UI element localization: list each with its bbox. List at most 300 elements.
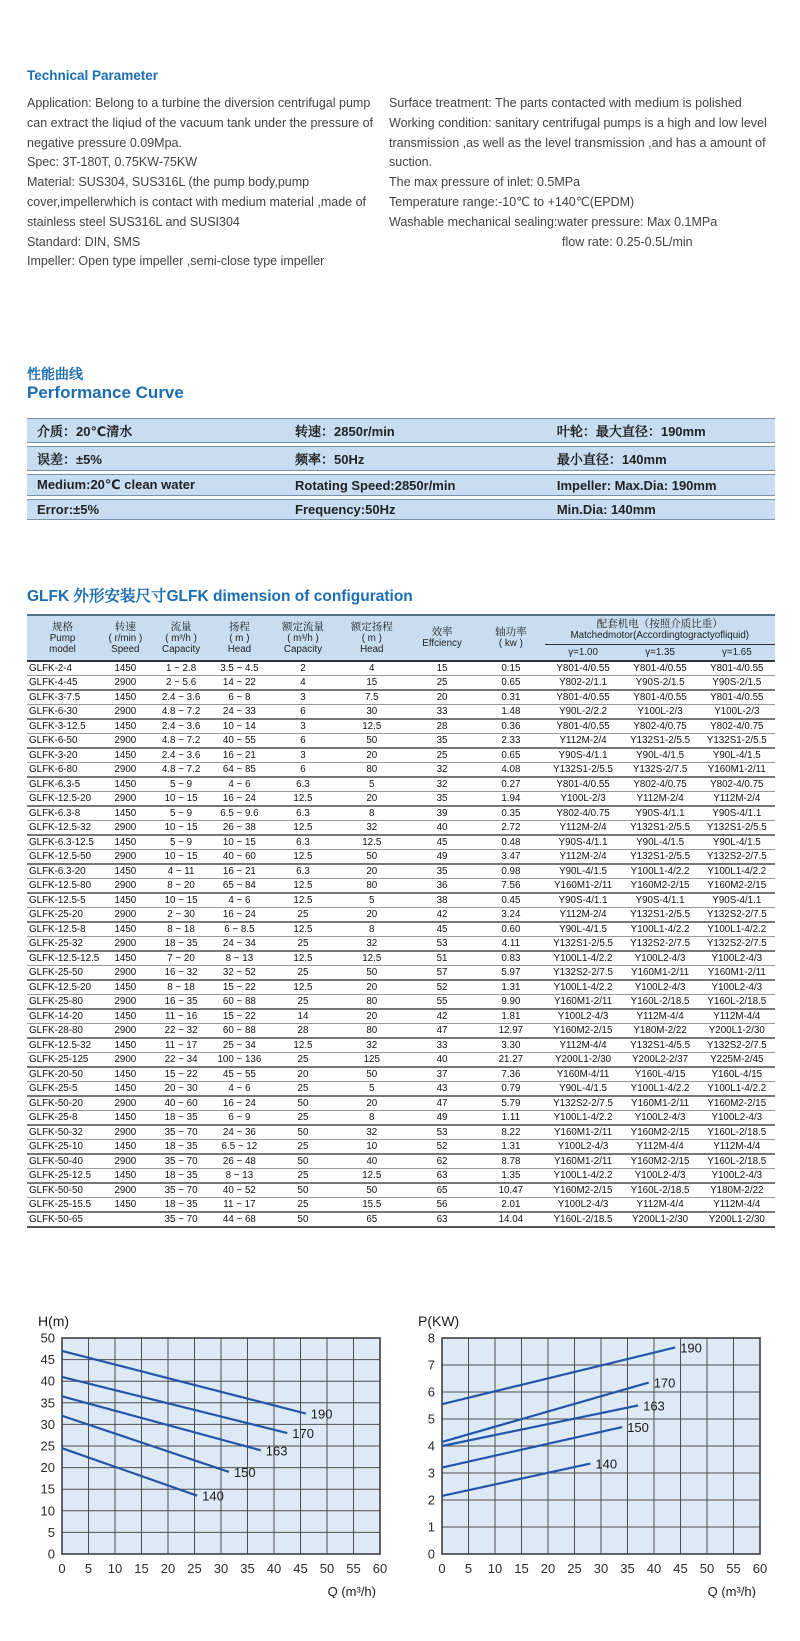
table-cell: Y132S2-2/7.5 [553,1098,613,1109]
table-cell: Y100L2-4/3 [557,1199,609,1210]
x-tick-label: 55 [346,1561,361,1576]
table-row [27,951,775,966]
table-cell: 1450 [114,924,137,935]
table-cell: 3.47 [501,851,521,862]
column-header [407,615,477,661]
table-cell: 12.5 [293,822,313,833]
column-header-line: ( kw ) [498,638,523,650]
table-cell: 0.36 [501,721,521,732]
table-cell: 1450 [114,1112,137,1123]
table-cell: 2900 [114,764,137,775]
table-cell: 45 [436,924,448,935]
table-cell: 4.8 ~ 7.2 [161,706,201,717]
table-row [27,1053,775,1068]
table-cell: Y200L1-2/30 [708,1214,765,1225]
curve-label-140: 140 [595,1456,618,1472]
table-cell: 32 [436,779,448,790]
table-cell: 0.79 [501,1083,521,1094]
table-cell: 2900 [114,735,137,746]
table-cell: GLFK-50-65 [29,1214,83,1225]
table-cell: 14 ~ 22 [222,677,256,688]
table-cell: 2 [300,663,306,674]
table-cell: GLFK-12.5-32 [29,822,92,833]
table-cell: 55 [436,996,448,1007]
table-cell: 35 ~ 70 [164,1156,198,1167]
curve-label-170: 170 [653,1375,676,1391]
table-cell: GLFK-12.5-80 [29,880,92,891]
table-cell: Y160L-4/15 [711,1069,763,1080]
table-cell: 62 [436,1156,448,1167]
table-row [27,1212,775,1227]
table-cell: GLFK-12.5-8 [29,924,86,935]
table-cell: 14 [297,1011,309,1022]
table-cell: 0.65 [501,677,521,688]
table-cell: Y100L1-4/2.2 [553,1112,613,1123]
motor-group-title-zh: 配套机电（按照介质比重） [596,618,723,630]
table-row [27,705,775,720]
table-cell: 18 ~ 35 [164,1170,198,1181]
table-cell: Y112M-4/4 [713,1199,761,1210]
table-cell: 2900 [114,996,137,1007]
x-tick-label: 30 [213,1561,229,1576]
table-cell: 8.78 [501,1156,521,1167]
table-cell: 10 ~ 15 [164,895,198,906]
table-cell: Y100L2-4/3 [711,1170,763,1181]
column-header-line: 扬程 [228,620,250,633]
table-cell: 1450 [114,837,137,848]
table-cell: 42 [436,909,448,920]
table-cell: 25 [436,750,448,761]
table-cell: 35 [436,793,448,804]
table-cell: 15 ~ 22 [164,1069,198,1080]
table-cell: Y112M-4/4 [636,1199,684,1210]
table-cell: GLFK-50-40 [29,1156,83,1167]
param-line: Application: Belong to a turbine the diversion centrifugal pump can extract the liqiud of the vacuum tank under the pressure of negative pressure 0.09Mpa. [27,96,374,150]
table-cell: GLFK-6-30 [29,706,78,717]
table-cell: Y180M-2/22 [710,1185,764,1196]
table-cell: 6 ~ 8 [228,692,251,703]
x-tick-label: 60 [372,1561,388,1576]
y-tick-label: 3 [427,1465,435,1481]
table-cell: Y112M-2/4 [636,793,684,804]
table-cell: 1450 [114,953,137,964]
table-cell: Y132S2-2/7.5 [630,938,691,949]
table-cell: 2900 [114,1156,137,1167]
column-header-line: Pump [49,632,76,644]
table-cell: 2900 [114,938,137,949]
table-row [27,995,775,1010]
table-cell: 4 [300,677,306,688]
table-cell: 0.65 [501,750,521,761]
table-cell: Y132S1-2/5.5 [630,851,691,862]
table-cell: GLFK-6.3-20 [29,866,86,877]
table-cell: GLFK-14-20 [29,1011,83,1022]
table-cell: Y100L1-4/2.2 [707,1083,767,1094]
table-cell: 8.22 [501,1127,521,1138]
x-tick-label: 50 [699,1561,715,1576]
column-header [209,615,269,661]
table-cell: Y160M1-2/11 [631,967,690,978]
y-tick-label: 35 [40,1395,55,1411]
table-cell: Y200L2-2/37 [632,1054,689,1065]
table-row [27,980,775,995]
table-cell: GLFK-3-20 [29,750,78,761]
table-cell: 8 ~ 20 [167,880,195,891]
table-cell: 18 ~ 35 [164,1112,198,1123]
y-tick-label: 6 [427,1384,435,1400]
table-cell: 25 [297,1054,309,1065]
table-cell: 1.31 [501,1141,521,1152]
column-header-line: ( m ) [361,632,382,644]
table-cell: 11 ~ 16 [164,1011,198,1022]
table-cell: 12.5 [293,924,313,935]
table-cell: 18 ~ 35 [164,938,198,949]
table-cell: 10 ~ 15 [164,793,198,804]
y-tick-label: 0 [427,1546,435,1562]
table-cell: Y100L2-4/3 [634,953,686,964]
performance-cell: 最小直径：140mm [547,446,775,471]
table-cell: GLFK-25-20 [29,909,83,920]
table-cell: GLFK-25-8 [29,1112,78,1123]
table-cell: 3.5 ~ 4.5 [220,663,259,674]
table-cell: Y132S2-2/7.5 [706,1040,767,1051]
table-cell: Y90L-4/1.5 [636,837,685,848]
table-cell: Y100L2-4/3 [557,1011,609,1022]
table-cell: 4 ~ 6 [228,895,251,906]
column-header-line: ( m³/h ) [287,632,319,644]
table-cell: 0.15 [501,663,521,674]
table-cell: 63 [436,1170,448,1181]
table-cell: 16 ~ 24 [222,909,256,920]
table-cell: 50 [366,967,378,978]
y-axis-title: P(KW) [418,1313,460,1329]
table-cell: 10 [366,1141,378,1152]
table-cell: Y132S2-2/7.5 [706,938,767,949]
y-tick-label: 8 [427,1330,435,1346]
table-cell: 2900 [114,1098,137,1109]
table-cell: 2 ~ 5.6 [165,677,197,688]
table-cell: 10 ~ 14 [222,721,256,732]
table-cell: Y160M1-2/11 [554,880,613,891]
table-cell: Y90S-4/1.1 [635,895,685,906]
column-header [153,615,210,661]
table-cell: GLFK-12.5-32 [29,1040,92,1051]
table-cell: 8 ~ 13 [225,953,254,964]
table-cell: Y132S1-2/5.5 [553,938,613,949]
x-tick-label: 30 [593,1561,609,1576]
table-cell: 24 ~ 34 [222,938,256,949]
table-cell: Y100L1-4/2.2 [630,866,690,877]
curve-label-190: 190 [310,1406,333,1422]
table-cell: 4.8 ~ 7.2 [161,735,201,746]
table-cell: GLFK-3-12.5 [29,721,86,732]
param-line: Material: SUS304, SUS316L (the pump body,pump cover,impellerwhich is contact with medium material ,made of stainless steel SUS316L and SUSI304 [27,175,367,229]
performance-cell: Rotating Speed:2850r/min [285,474,547,496]
param-line: Spec: 3T-180T, 0.75KW-75KW [27,155,197,170]
table-cell: Y100L1-4/2.2 [553,953,613,964]
y-tick-label: 40 [40,1373,55,1389]
table-cell: GLFK-50-20 [29,1098,83,1109]
table-cell: Y180M-2/22 [633,1025,687,1036]
table-row [27,690,775,705]
power-flow-chart [396,1296,776,1603]
table-cell: 51 [436,953,448,964]
table-cell: 2900 [114,822,137,833]
table-cell: GLFK-25-32 [29,938,83,949]
table-cell: 6 ~ 8.5 [224,924,255,935]
table-cell: 25 [297,1170,309,1181]
table-cell: 2900 [114,880,137,891]
table-cell: 1.35 [501,1170,521,1181]
table-cell: 26 ~ 38 [222,822,256,833]
chart-svg [396,1296,776,1598]
table-cell: 5 [369,895,375,906]
table-cell: Y160M1-2/11 [631,1098,690,1109]
table-cell: 43 [436,1083,448,1094]
chart-svg [20,1296,392,1598]
param-line: Standard: DIN, SMS [27,234,141,249]
table-cell: 40 [366,1156,378,1167]
table-cell: 65 [436,1185,448,1196]
performance-row [27,499,775,520]
table-cell: 1450 [114,663,137,674]
table-cell: 6.3 [296,866,310,877]
table-cell: 80 [366,996,378,1007]
table-cell: 5.97 [501,967,521,978]
table-cell: Y160L-4/15 [634,1069,686,1080]
table-cell: 18 ~ 35 [164,1199,198,1210]
table-cell: Y160M1-2/11 [707,764,766,775]
column-header-line: 额定扬程 [350,620,393,633]
table-cell: 6 ~ 9 [228,1112,251,1123]
table-cell: Y90S-2/1.5 [635,677,685,688]
table-cell: 8 [369,808,375,819]
table-cell: 50 [366,851,378,862]
performance-cell: Frequency:50Hz [285,499,547,520]
tech-params-left-column [27,94,389,272]
x-tick-label: 25 [567,1561,582,1576]
table-cell: 57 [436,967,448,978]
table-cell: Y160M2-2/15 [630,1156,690,1167]
table-cell: Y90S-4/1.1 [712,808,762,819]
table-cell: Y802-2/1.1 [559,677,608,688]
column-header-line: ( m ) [229,632,250,644]
table-cell: 4.11 [501,938,521,949]
table-row [27,879,775,894]
table-cell: 1450 [114,1170,137,1181]
table-cell: 4 [369,663,375,674]
y-tick-label: 50 [40,1330,55,1346]
table-cell: 65 [366,1214,378,1225]
curve-label-163: 163 [265,1443,288,1459]
table-row [27,1198,775,1213]
table-cell: 20 ~ 30 [164,1083,198,1094]
table-cell: Y160L-2/18.5 [630,996,690,1007]
table-cell: 33 [436,1040,448,1051]
table-cell: 49 [436,851,448,862]
table-cell: 0.98 [501,866,521,877]
table-cell: Y200L1-2/30 [632,1214,689,1225]
column-header-line: model [49,644,76,655]
table-cell: GLFK-25-15.5 [29,1199,92,1210]
table-cell: 47 [436,1025,448,1036]
table-cell: 2 ~ 30 [167,909,195,920]
column-header-line: Speed [111,644,140,655]
performance-cell: 叶轮：最大直径：190mm [547,418,775,443]
table-cell: 22 ~ 32 [164,1025,198,1036]
table-cell: Y100L2-4/3 [634,1170,686,1181]
table-cell: GLFK-12.5-20 [29,793,92,804]
table-cell: GLFK-28-80 [29,1025,83,1036]
table-cell: 6.3 [296,837,310,848]
table-cell: 35 [436,866,448,877]
table-cell: 33 [436,706,448,717]
table-cell: 2900 [114,706,137,717]
table-cell: 1450 [114,721,137,732]
table-cell: 6.5 ~ 9.6 [220,808,259,819]
table-cell: Y112M-2/4 [559,909,607,920]
table-row [27,1111,775,1126]
table-cell: Y90L-4/1.5 [559,1083,608,1094]
table-cell: 0.31 [501,692,521,703]
table-cell: Y132S1-2/5.5 [630,822,691,833]
column-header-line: ( m³/h ) [165,632,197,644]
table-cell: 0.48 [501,837,521,848]
table-cell: Y801-4/0.55 [710,663,764,674]
x-tick-label: 20 [540,1561,556,1576]
performance-cell: 频率：50Hz [285,446,547,471]
table-cell: 40 [436,822,448,833]
x-tick-label: 0 [438,1561,446,1576]
table-cell: Y112M-4/4 [636,1011,684,1022]
table-cell: Y801-4/0.55 [556,779,610,790]
x-tick-label: 60 [752,1561,768,1576]
section-title-performance-curve-zh: 性能曲线 [27,366,83,382]
table-cell: 42 [436,1011,448,1022]
x-tick-label: 5 [84,1561,93,1576]
table-cell: Y100L1-4/2.2 [707,924,767,935]
table-cell: 3 [300,721,306,732]
table-cell: 50 [366,735,378,746]
table-row [27,1154,775,1169]
table-cell: 18 ~ 35 [164,1141,198,1152]
table-cell: GLFK-50-50 [29,1185,83,1196]
table-row [27,850,775,865]
table-cell: Y160M2-2/15 [630,1127,690,1138]
table-cell: 21.27 [498,1054,524,1065]
table-cell: 7.36 [501,1069,521,1080]
x-tick-label: 10 [107,1561,123,1576]
table-cell: 56 [436,1199,448,1210]
table-cell: GLFK-25-80 [29,996,83,1007]
x-tick-label: 25 [187,1561,202,1576]
x-tick-label: 35 [620,1561,635,1576]
table-cell: 40 ~ 55 [222,735,256,746]
table-cell: 36 [436,880,448,891]
motor-group-title-en: Matchedmotor(Accordingtogractyofliquid) [570,630,750,641]
table-cell: 25 [297,1112,309,1123]
table-cell: 20 [366,1011,378,1022]
table-cell: 1450 [114,866,137,877]
table-cell: Y132S2-2/7.5 [553,967,613,978]
table-cell: 8 ~ 18 [167,982,195,993]
table-cell: 32 [366,1040,378,1051]
table-cell: Y100L2-4/3 [634,1112,686,1123]
table-cell [98,1212,153,1227]
table-cell: 14.04 [498,1214,524,1225]
table-cell: Y132S1-2/5.5 [706,735,767,746]
table-cell: Y100L2-4/3 [711,1112,763,1123]
table-cell: 5 [369,1083,375,1094]
table-cell: 6 [300,706,306,717]
head-flow-chart [20,1296,392,1603]
table-cell: 12.5 [293,895,313,906]
column-header-line: Head [227,644,252,655]
x-tick-label: 0 [58,1561,66,1576]
table-cell: 20 [366,750,378,761]
table-cell: 38 [436,895,448,906]
column-header-line: 规格 [52,620,74,633]
table-cell: GLFK-6.3-5 [29,779,81,790]
table-cell: Y90L-4/1.5 [559,866,608,877]
table-cell: Y112M-4/4 [713,1011,761,1022]
table-cell: 2.72 [501,822,521,833]
table-cell: 16 ~ 21 [222,866,256,877]
table-cell: 32 [366,938,378,949]
y-tick-label: 0 [47,1546,55,1562]
table-cell: 1450 [114,692,137,703]
table-cell: Y132S2-2/7.5 [706,851,767,862]
table-cell: Y200L1-2/30 [708,1025,765,1036]
column-header-line: 转速 [114,620,136,633]
table-cell: Y160L-2/18.5 [707,1127,767,1138]
table-cell: 50 [297,1214,309,1225]
y-tick-label: 25 [40,1438,55,1454]
table-cell: 12.5 [293,793,313,804]
x-tick-label: 15 [514,1561,529,1576]
table-cell: 10 ~ 15 [222,837,256,848]
y-tick-label: 4 [427,1438,435,1454]
performance-cell: Medium:20℃ clean water [27,474,285,496]
table-cell: 1450 [114,1040,137,1051]
table-cell: 16 ~ 35 [164,996,198,1007]
column-header-line: Effciency [422,638,462,650]
table-cell: 5 ~ 9 [170,808,193,819]
y-tick-label: 5 [47,1524,55,1540]
table-cell: Y100L1-4/2.2 [630,1083,690,1094]
table-row [27,806,775,821]
table-cell: 50 [297,1127,309,1138]
table-cell: 32 [436,764,448,775]
table-cell: Y132S1-4/5.5 [630,1040,691,1051]
column-header [269,615,336,661]
pump-specification-table [27,614,775,1228]
param-line: The max pressure of inlet: 0.5MPa [389,175,581,190]
tech-params-right-column [389,94,775,272]
table-row [27,792,775,807]
table-cell: 25 [297,1141,309,1152]
table-cell: 80 [366,764,378,775]
table-cell: Y100L2-4/3 [634,982,686,993]
table-cell: 3 [300,692,306,703]
table-cell: 12.5 [293,880,313,891]
table-cell: 2.4 ~ 3.6 [161,750,201,761]
x-tick-label: 35 [240,1561,255,1576]
x-tick-label: 5 [464,1561,473,1576]
table-row [27,676,775,691]
table-cell: 2.4 ~ 3.6 [161,721,201,732]
table-cell: 12.5 [293,953,313,964]
